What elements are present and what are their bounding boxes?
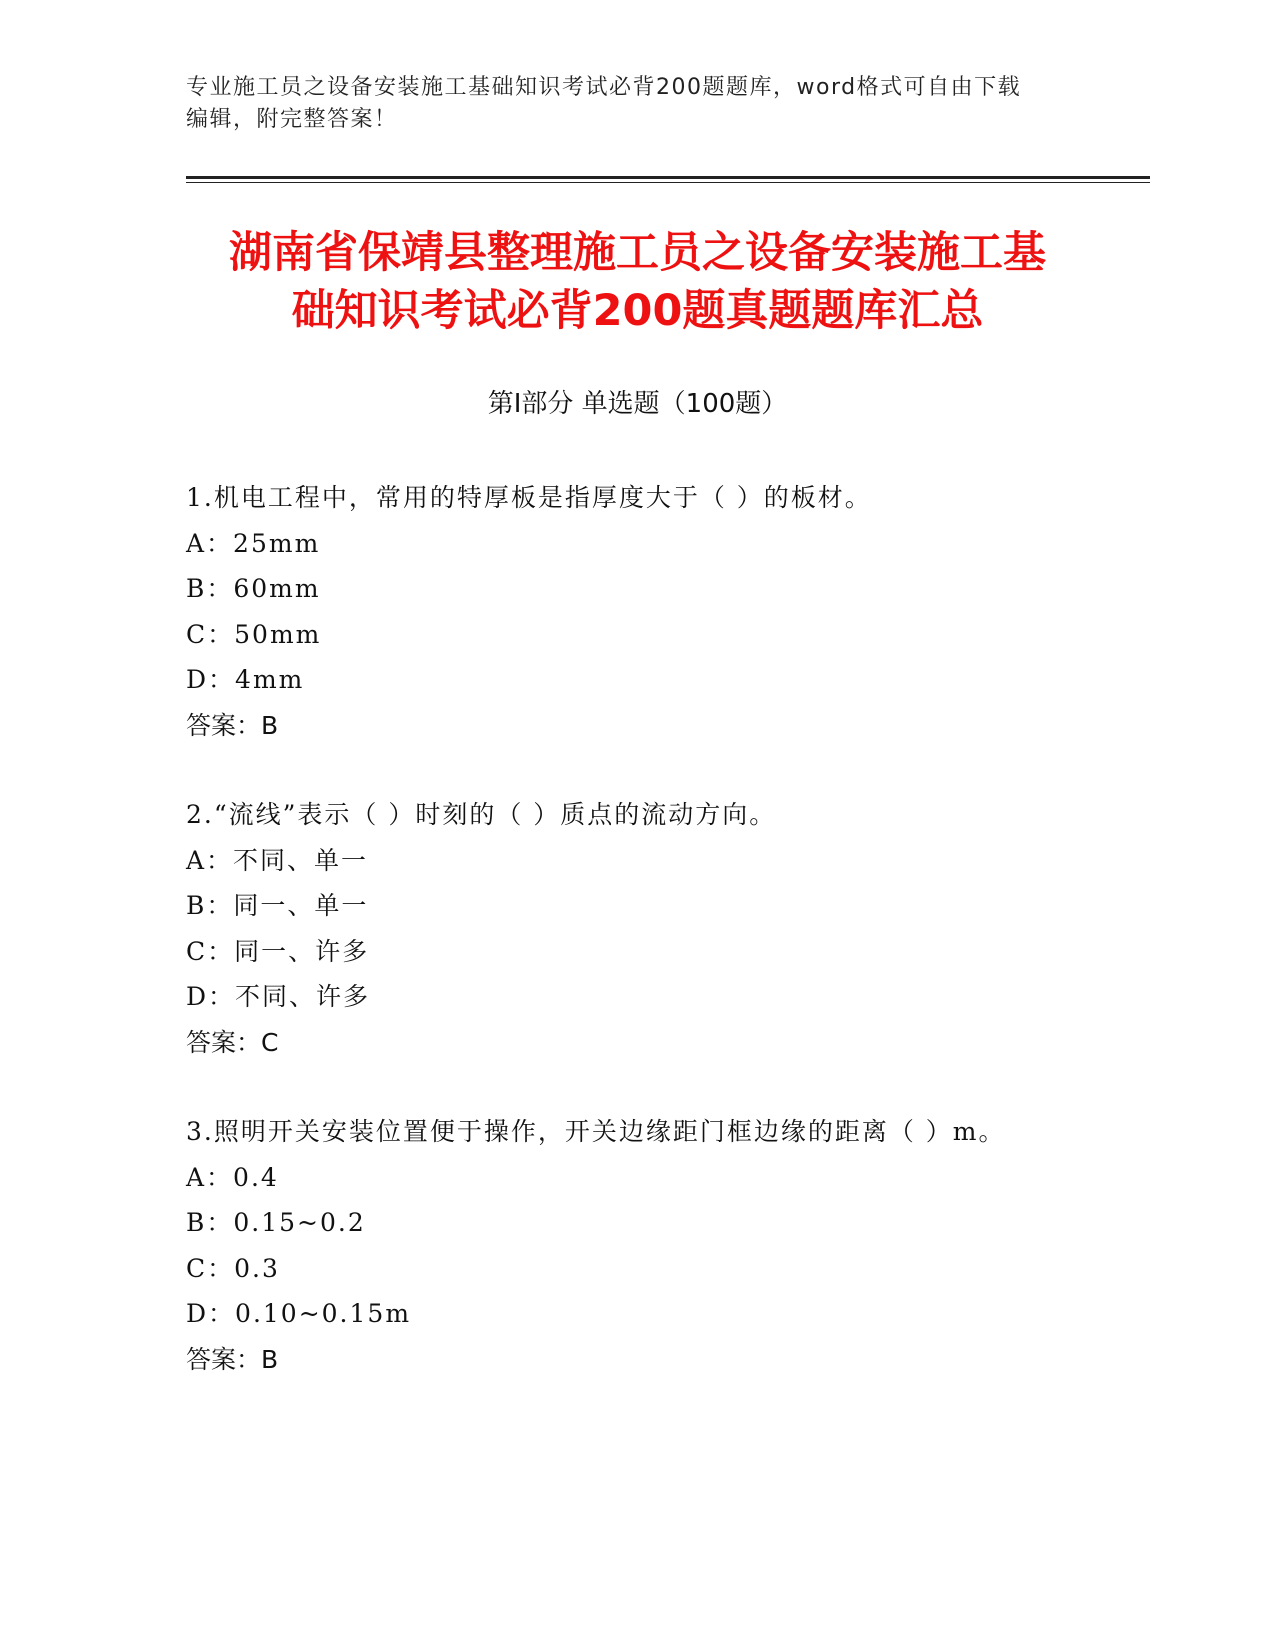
question-list [186,475,1146,1426]
header-note [186,72,1086,136]
question-stem: 3.照明开关安装位置便于操作，开关边缘距门框边缘的距离（ ）m。 [186,1117,1006,1146]
header-rule-thick [186,176,1150,179]
header-note-line1: 专业施工员之设备安装施工基础知识考试必背200题题库，word格式可自由下载 [186,75,1022,100]
document-title-line1: 湖南省保靖县整理施工员之设备安装施工基 [229,228,1046,278]
header-note-line2: 编辑，附完整答案！ [186,107,398,132]
question-item [186,475,1146,748]
document-title [150,224,1125,340]
header-rule-thin [186,182,1150,183]
option-c: C：同一、许多 [186,936,370,966]
question-stem: 2.“流线”表示（ ）时刻的（ ）质点的流动方向。 [186,800,777,829]
option-a: A：0.4 [186,1162,279,1192]
option-c: C：50mm [186,619,322,649]
option-b: B：同一、单一 [186,891,369,920]
option-b: B：60mm [186,574,321,603]
option-d: D：不同、许多 [186,982,371,1011]
option-b: B：0.15~0.2 [186,1208,366,1237]
option-c: C：0.3 [186,1253,280,1283]
section-title: 第Ⅰ部分 单选题（100题） [487,389,788,419]
option-d: D：4mm [186,665,305,694]
option-a: A：25mm [186,528,321,558]
question-stem: 1.机电工程中，常用的特厚板是指厚度大于（ ）的板材。 [186,483,872,512]
answer-text: 答案：B [186,1344,279,1374]
question-item [186,1109,1146,1382]
question-item [186,792,1146,1065]
document-title-line2: 础知识考试必背200题真题题库汇总 [291,286,984,336]
option-d: D：0.10~0.15m [186,1299,412,1328]
option-a: A：不同、单一 [186,845,369,875]
answer-text: 答案：B [186,710,279,740]
answer-text: 答案：C [186,1027,279,1057]
